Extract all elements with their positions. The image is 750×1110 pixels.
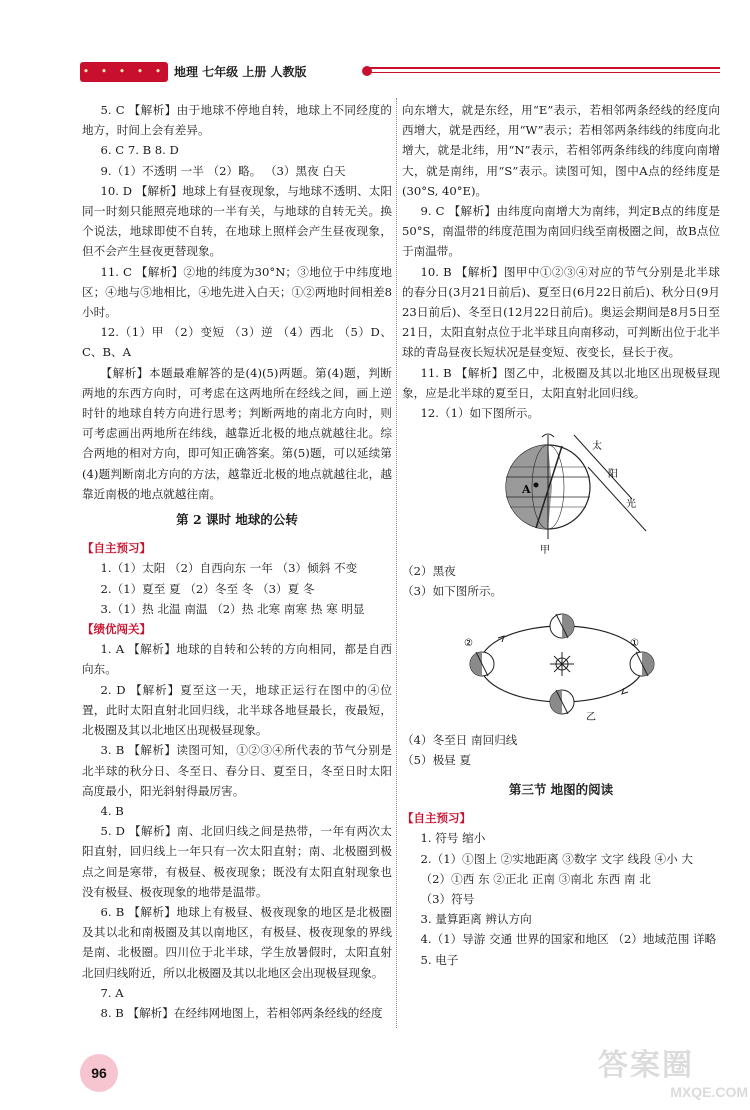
preview-3: 3.（1）热 北温 南温 （2）热 北寒 南寒 热 寒 明显 xyxy=(100,601,365,616)
exercise-7: 7. A xyxy=(100,985,124,1000)
section-title-lesson2: 第 2 课时 地球的公转 xyxy=(176,512,298,528)
watermark xyxy=(598,1040,748,1106)
earth-illumination-diagram xyxy=(402,427,720,557)
watermark-url: MXQE.COM xyxy=(670,1084,748,1100)
exercise-3: 3. B 【解析】读图可知，①②③④所代表的节气分别是北半球的秋分日、冬至日、春分日、夏至日，冬至日时太阳高度最小，阳光斜射得最厉害。 xyxy=(82,743,392,798)
figure-earth-illumination xyxy=(402,427,720,557)
orbit-label-1: ② xyxy=(464,637,473,649)
exercise-8: 8. B 【解析】在经纬网地图上，若相邻两条经线的经度 xyxy=(100,1005,383,1020)
page-number: 96 xyxy=(80,1054,118,1092)
exercise-6: 6. B 【解析】地球上有极昼、极夜现象的地区是北极圈及其以北和南极圈及其以南地区，有极昼、极夜现象的界线是南、北极圈。四川位于北半球，学生放暑假时，太阳直射北回归线附近，所以北极圈及其以北地区会出现极昼现象。 xyxy=(82,904,392,980)
section-title-map-reading: 第三节 地图的阅读 xyxy=(508,782,614,798)
exercise-11: 11. B 【解析】图乙中，北极圈及其以北地区出现极昼现象，应是北半球的夏至日，太阳直射北回归线。 xyxy=(402,365,720,400)
jia-label: 甲 xyxy=(540,545,550,557)
exercise-4: 4. B xyxy=(100,803,124,818)
map-preview-3: 3. 量算距离 辨认方向 xyxy=(420,912,532,927)
tag-preview: 【自主预习】 xyxy=(82,541,151,556)
answer-11: 11. C 【解析】②地的纬度为30°N；③地位于中纬度地区；④地与⑤地相比，④地先进入白天；①②两地时间相差8小时。 xyxy=(82,264,392,320)
answer-6-8: 6. C 7. B 8. D xyxy=(100,143,179,158)
right-column xyxy=(402,100,720,970)
guang-label: 光 xyxy=(626,499,636,511)
header-title: 地理 七年级 上册 人教版 xyxy=(174,65,307,79)
exercise-8-cont: 向东增大，就是东经，用“E”表示，若相邻两条经线的经度向西增大，就是西经，用“W”表示；若相邻两条纬线的纬度向北增大，就是北纬，用“N”表示，若相邻两条纬线的纬度向南增大，就是南纬，用“S”表示。读图可知，图中A点的经纬度是(30°S, 40°E)。 xyxy=(402,103,720,198)
exercise-1: 1. A 【解析】地球的自转和公转的方向相同，都是自西向东。 xyxy=(82,642,392,677)
figure-earth-orbit xyxy=(402,606,720,726)
orbit-label-yi: 乙 xyxy=(586,711,596,723)
answer-10: 10. D 【解析】地球上有昼夜现象，与地球不透明、太阳同一时刻只能照亮地球的一半有关，与地球的自转无关。换个说法，地球即使不自转，在地球上照样会产生昼夜现象，但不会产生昼夜更替现象。 xyxy=(82,183,392,259)
point-a-label: A xyxy=(522,483,531,497)
map-preview-2-2: （2）①西 东 ②正北 正南 ③南北 东西 南 北 xyxy=(420,871,651,886)
map-preview-5: 5. 电子 xyxy=(420,952,459,967)
left-column xyxy=(82,100,392,1023)
column-divider xyxy=(396,98,397,1028)
map-preview-4: 4.（1）导游 交通 世界的国家和地区 （2）地域范围 详略 xyxy=(420,932,717,947)
answer-12-analysis: 【解析】本题最难解答的是(4)(5)两题。第(4)题，判断两地的东西方向时，可考虑在这两地所在经线之间，画上逆时针的地球自转方向进行思考；判断两地的南北方向时，则可考虑画出两地所在纬线，越靠近北极的地点就越往北。综合两地的相对方向，即可知正确答案。第(5)题，可以延续第(4)题判断南北方向的方法，越靠近北极的地点就越往北，越靠近南极的地点就越往南。 xyxy=(82,365,392,501)
exercise-12-4: （4）冬至日 南回归线 xyxy=(402,732,518,747)
sun-label: 太 xyxy=(592,441,602,453)
exercise-9: 9. C 【解析】由纬度向南增大为南纬，判定B点的纬度是50°S，南温带的纬度范围为南回归线至南极圈之间，故B点位于南温带。 xyxy=(402,204,720,259)
exercise-12-2: （2）黑夜 xyxy=(402,564,456,579)
tag-preview-right: 【自主预习】 xyxy=(402,811,471,826)
exercise-12-5: （5）极昼 夏 xyxy=(402,752,472,767)
earth-orbit-diagram xyxy=(402,606,720,726)
tag-excellence: 【绩优闯关】 xyxy=(82,622,151,637)
header-tab: • • • • • xyxy=(80,62,168,82)
map-preview-2-3: （3）符号 xyxy=(420,892,475,907)
watermark-logo: 答案圈 xyxy=(598,1049,694,1082)
answer-12: 12.（1）甲 （2）变短 （3）逆 （4）西北 （5）D、C、B、A xyxy=(82,325,392,360)
map-preview-1: 1. 符号 缩小 xyxy=(420,831,486,846)
header-rule-thin xyxy=(370,72,720,73)
header-rule xyxy=(370,67,720,69)
map-preview-2: 2.（1）①图上 ②实地距离 ③数字 文字 线段 ④小 大 xyxy=(420,851,693,866)
orbit-label-2: ① xyxy=(630,637,639,649)
preview-1: 1.（1）太阳 （2）自西向东 一年 （3）倾斜 不变 xyxy=(100,561,358,576)
answer-5: 5. C 【解析】由于地球不停地自转，地球上不同经度的地方，时间上会有差异。 xyxy=(82,103,392,138)
answer-9: 9.（1）不透明 一半 （2）略。 （3）黑夜 白天 xyxy=(100,163,346,178)
exercise-5: 5. D 【解析】南、北回归线之间是热带，一年有两次太阳直射，回归线上一年只有一次太阳直射；南、北极圈到极点之间是寒带，有极昼、极夜现象；既没有太阳直射现象也没有极昼、极夜现象的地带是温带。 xyxy=(82,824,392,899)
exercise-2: 2. D 【解析】夏至这一天，地球正运行在图中的④位置，此时太阳直射北回归线，北半球各地昼最长，夜最短，北极圈及其以北地区出现极昼现象。 xyxy=(82,682,392,738)
exercise-10: 10. B 【解析】图甲中①②③④对应的节气分别是北半球的春分日(3月21日前后)、夏至日(6月22日前后)、秋分日(9月23日前后)、冬至日(12月22日前后)。奥运会期间是8月5日至21日，太阳直射点位于北半球且向南移动，可判断出位于北半球的青岛昼夜长短状况是昼变短、夜变长，昼长于夜。 xyxy=(402,264,720,360)
exercise-12-3: （3）如下图所示。 xyxy=(402,584,503,599)
page-header xyxy=(70,56,720,86)
exercise-12: 12.（1）如下图所示。 xyxy=(420,406,540,421)
yang-label: 阳 xyxy=(608,469,618,481)
preview-2: 2.（1）夏至 夏 （2）冬至 冬 （3）夏 冬 xyxy=(100,581,315,596)
sun-icon xyxy=(550,652,574,676)
